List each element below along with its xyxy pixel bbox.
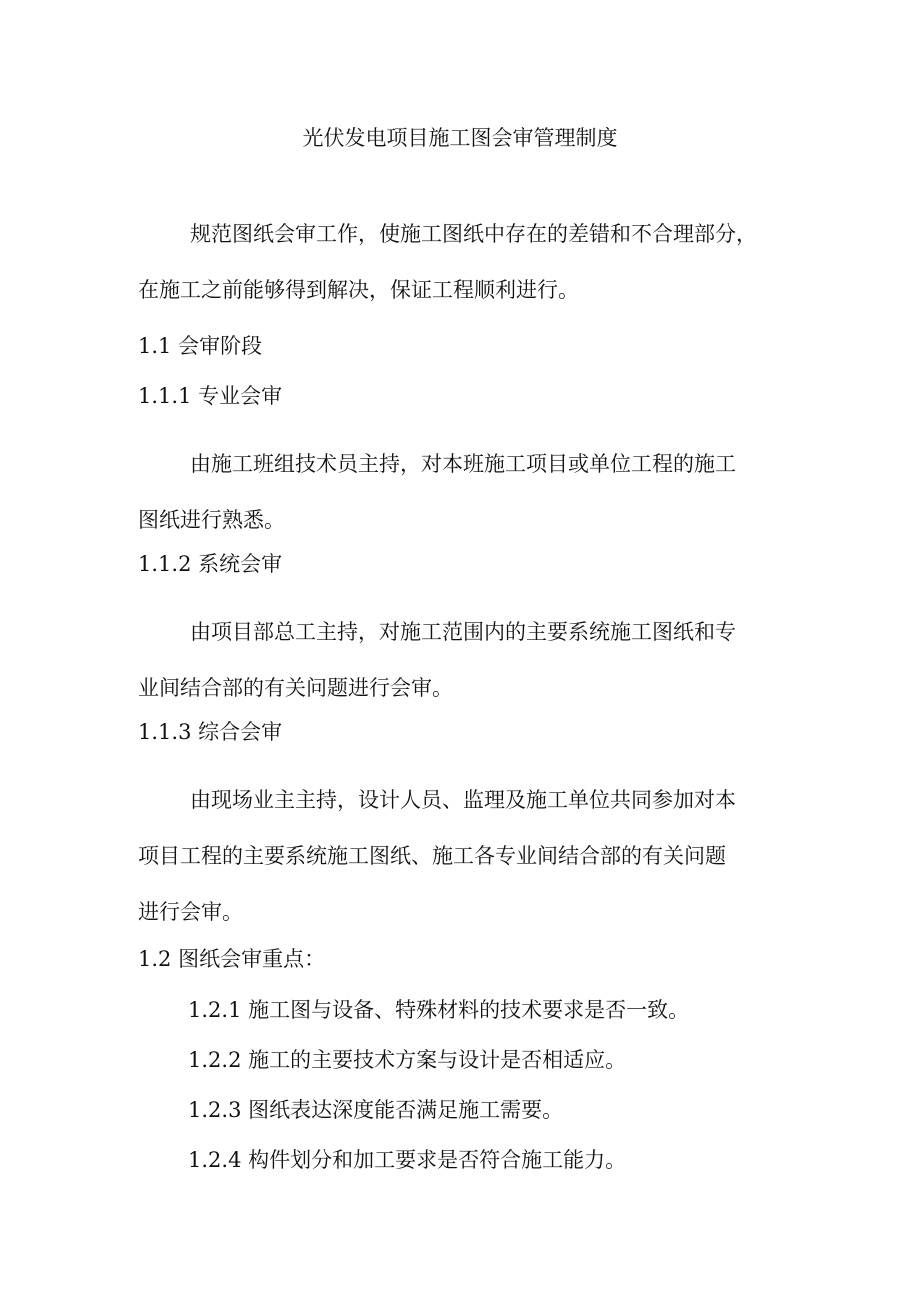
section-1-1-heading: 1.1 会审阶段 [138,334,263,358]
section-1-2-item: 1.2.3 图纸表达深度能否满足施工需要。 [188,1098,564,1122]
intro-line-2: 在施工之前能够得到解决，保证工程顺利进行。 [138,278,579,302]
section-1-1-3-heading: 1.1.3 综合会审 [138,720,283,744]
section-1-1-1-line-2: 图纸进行熟悉。 [138,508,285,532]
document-title: 光伏发电项目施工图会审管理制度 [302,126,618,150]
section-1-1-1-paragraph [138,436,788,548]
section-1-1-2-heading: 1.1.2 系统会审 [138,552,283,576]
section-1-2-heading: 1.2 图纸会审重点： [138,947,326,971]
section-1-2-item: 1.2.4 构件划分和加工要求是否符合施工能力。 [188,1148,627,1172]
section-1-1-3-line-3: 进行会审。 [138,900,243,924]
section-1-1-3-line-1: 由现场业主主持，设计人员、监理及施工单位共同参加对本 [190,788,736,812]
section-1-1-3-paragraph [138,772,788,940]
section-1-1-1-heading: 1.1.1 专业会审 [138,384,283,408]
section-1-1-2-line-2: 业间结合部的有关问题进行会审。 [138,676,453,700]
section-1-2-item: 1.2.1 施工图与设备、特殊材料的技术要求是否一致。 [188,998,690,1022]
intro-line-1: 规范图纸会审工作，使施工图纸中存在的差错和不合理部分， [190,222,757,246]
section-1-1-2-line-1: 由项目部总工主持，对施工范围内的主要系统施工图纸和专 [190,620,736,644]
intro-paragraph [138,206,788,318]
section-1-1-2-paragraph [138,604,788,716]
section-1-2-item: 1.2.2 施工的主要技术方案与设计是否相适应。 [188,1048,627,1072]
section-1-1-1-line-1: 由施工班组技术员主持，对本班施工项目或单位工程的施工 [190,452,736,476]
section-1-1-3-line-2: 项目工程的主要系统施工图纸、施工各专业间结合部的有关问题 [138,844,726,868]
